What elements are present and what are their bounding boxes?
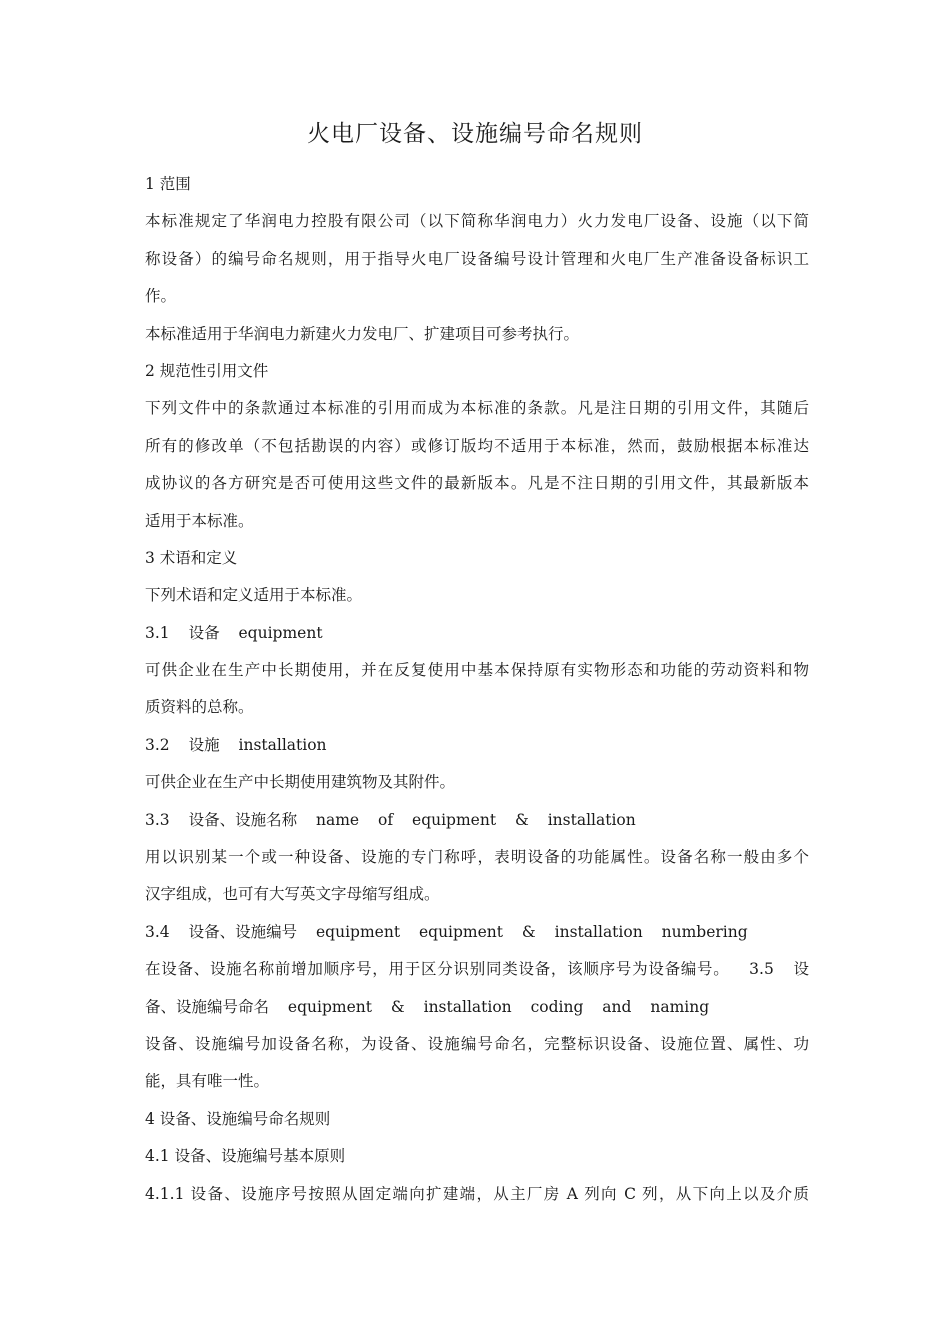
paragraph-line: 本标准适用于华润电力新建火力发电厂、扩建项目可参考执行。	[145, 324, 580, 343]
term-heading-3-2: 3.2 设施 installation	[145, 735, 327, 754]
paragraph-line: 用以识别某一个或一种设备、设施的专门称呼，表明设备的功能属性。设备名称一般由多个	[145, 848, 809, 867]
paragraph-line: 下列文件中的条款通过本标准的引用而成为本标准的条款。凡是注日期的引用文件，其随后	[145, 399, 809, 418]
document-body	[145, 166, 809, 1213]
subsection-heading-4-1: 4.1 设备、设施编号基本原则	[145, 1147, 346, 1166]
paragraph-line: 本标准规定了华润电力控股有限公司（以下简称华润电力）火力发电厂设备、设施（以下简	[145, 212, 809, 231]
paragraph-line: 设备、设施编号加设备名称，为设备、设施编号命名，完整标识设备、设施位置、属性、功	[145, 1034, 809, 1053]
paragraph-line: 4.1.1 设备、设施序号按照从固定端向扩建端，从主厂房 A 列向 C 列，从下向上以及介质	[145, 1184, 809, 1203]
paragraph-line: 能，具有唯一性。	[145, 1072, 270, 1091]
paragraph-line: 汉字组成，也可有大写英文字母缩写组成。	[145, 885, 440, 904]
paragraph-line: 在设备、设施名称前增加顺序号，用于区分识别同类设备，该顺序号为设备编号。 3.5 设	[145, 960, 809, 979]
section-heading-2: 2 规范性引用文件	[145, 361, 269, 380]
paragraph-line: 作。	[145, 287, 177, 306]
document-title: 火电厂设备、设施编号命名规则	[307, 121, 643, 147]
paragraph-line: 质资料的总称。	[145, 698, 254, 717]
term-heading-3-5: 备、设施编号命名 equipment & installation coding and naming	[145, 997, 710, 1016]
paragraph-line: 成协议的各方研究是否可使用这些文件的最新版本。凡是不注日期的引用文件，其最新版本	[145, 474, 809, 493]
section-heading-1: 1 范围	[145, 175, 191, 193]
paragraph-line: 可供企业在生产中长期使用建筑物及其附件。	[145, 773, 456, 792]
term-heading-3-1: 3.1 设备 equipment	[145, 623, 323, 642]
paragraph-line: 适用于本标准。	[145, 511, 254, 530]
section-heading-3: 3 术语和定义	[145, 548, 238, 567]
section-heading-4: 4 设备、设施编号命名规则	[145, 1109, 331, 1128]
paragraph-line: 称设备）的编号命名规则，用于指导火电厂设备编号设计管理和火电厂生产准备设备标识工	[145, 249, 809, 268]
paragraph-line: 可供企业在生产中长期使用，并在反复使用中基本保持原有实物形态和功能的劳动资料和物	[145, 661, 809, 680]
term-heading-3-4: 3.4 设备、设施编号 equipment equipment & installation numbering	[145, 922, 748, 941]
paragraph-line: 下列术语和定义适用于本标准。	[145, 586, 363, 605]
paragraph-line: 所有的修改单（不包括勘误的内容）或修订版均不适用于本标准，然而，鼓励根据本标准达	[145, 436, 809, 455]
term-heading-3-3: 3.3 设备、设施名称 name of equipment & installation	[145, 810, 636, 829]
